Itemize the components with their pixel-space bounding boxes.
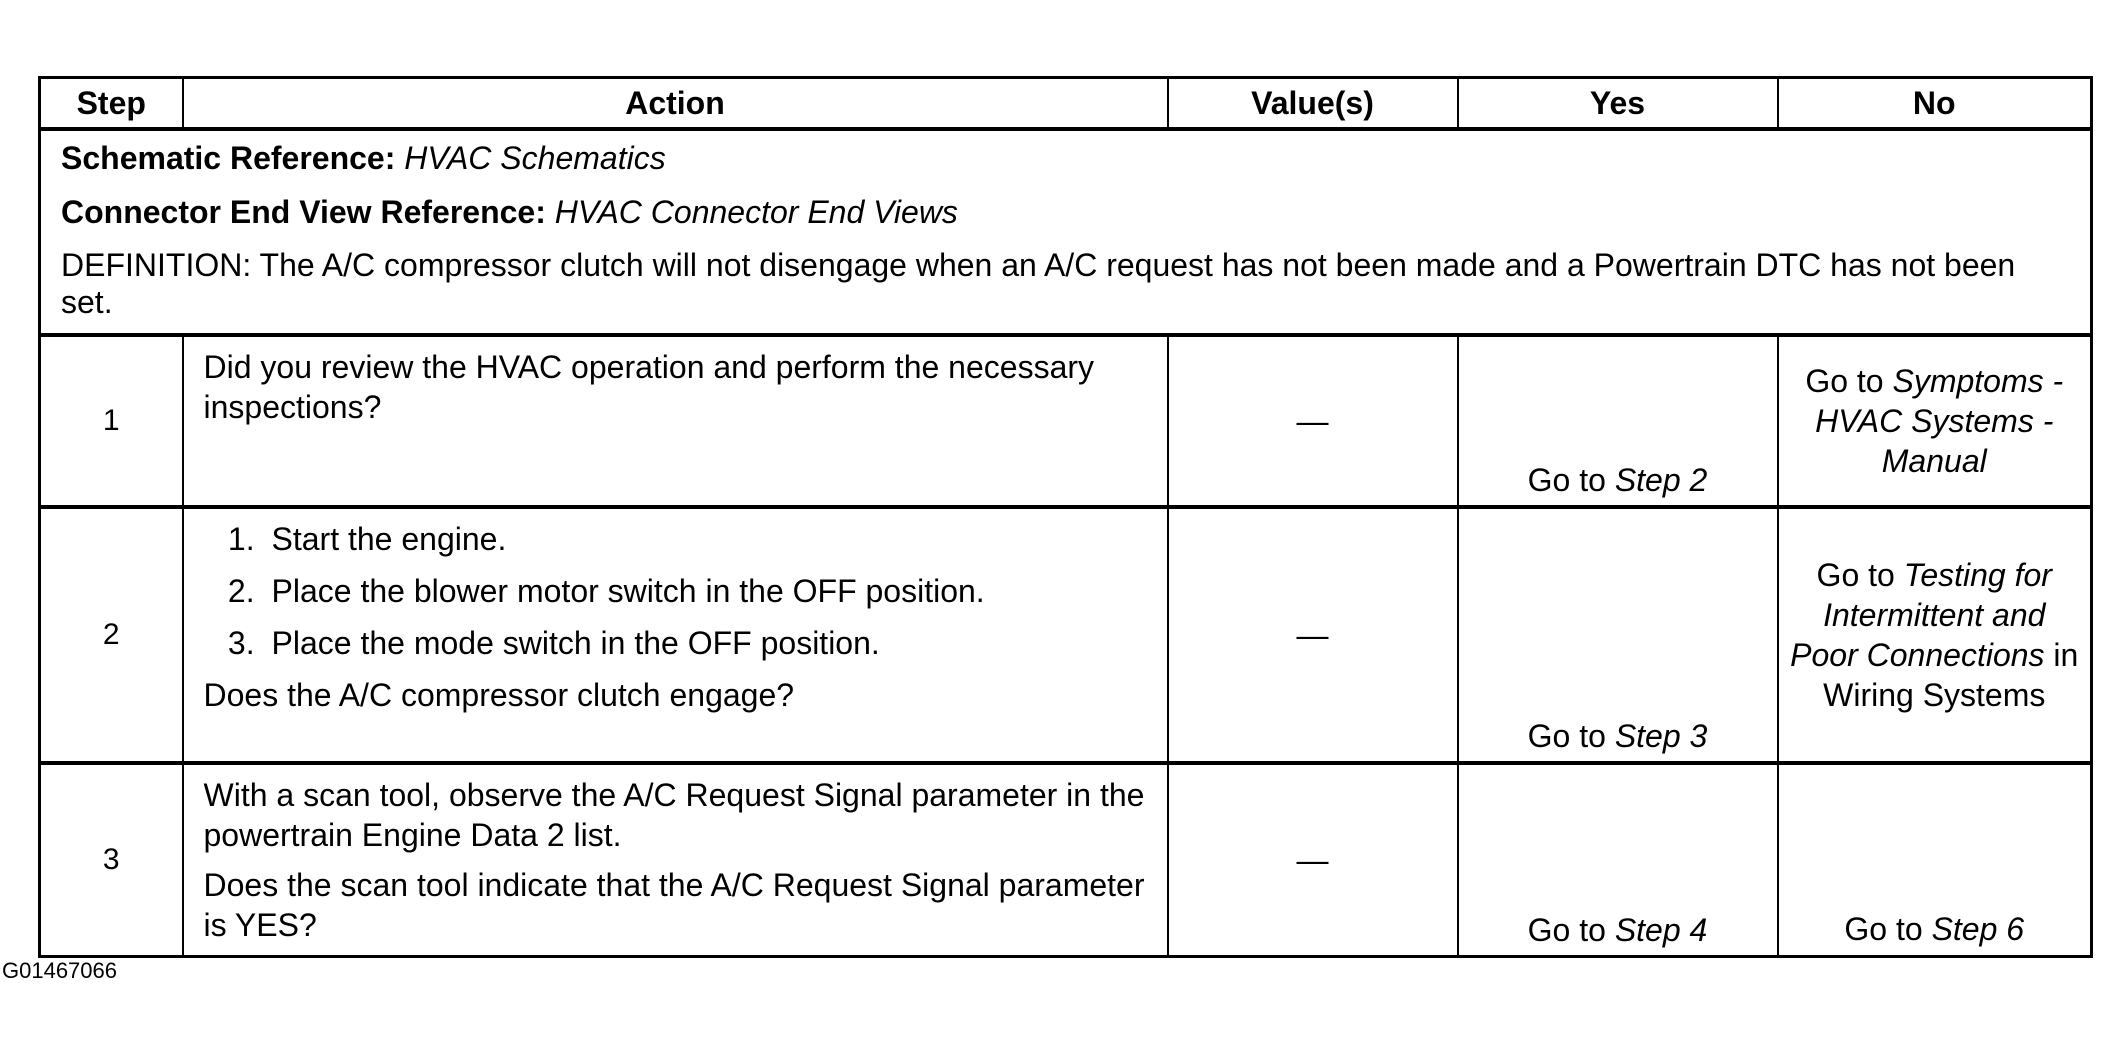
no-cell xyxy=(1778,335,2092,507)
yes-cell xyxy=(1458,507,1778,763)
header-action: Action xyxy=(183,78,1168,130)
header-yes: Yes xyxy=(1458,78,1778,130)
table-row xyxy=(40,507,2092,763)
action-text: Did you review the HVAC operation and perform the necessary inspections? xyxy=(203,349,1095,425)
list-item: 2. Place the blower motor switch in the OFF position. xyxy=(264,571,1147,611)
no-link[interactable]: Symptoms - HVAC Systems - Manual xyxy=(1815,363,2064,479)
action-cell xyxy=(183,763,1168,957)
step-number: 2 xyxy=(40,507,183,763)
diagnostic-table xyxy=(38,76,2093,958)
connector-reference xyxy=(61,193,2070,231)
step-number: 1 xyxy=(40,335,183,507)
connector-reference-label: Connector End View Reference: xyxy=(61,194,546,230)
no-link[interactable]: Step 6 xyxy=(1931,911,2025,947)
value-cell: — xyxy=(1168,507,1458,763)
header-no: No xyxy=(1778,78,2092,130)
no-cell xyxy=(1778,763,2092,957)
action-cell xyxy=(183,335,1168,507)
schematic-reference-link[interactable]: HVAC Schematics xyxy=(404,140,666,176)
schematic-reference xyxy=(61,139,2070,177)
header-row xyxy=(40,78,2092,130)
action-text: With a scan tool, observe the A/C Request Signal parameter in the powertrain Engine Data 2 list. xyxy=(203,777,1145,853)
definition-text: DEFINITION: The A/C compressor clutch will not disengage when an A/C request has not been made and a Powertrain DTC has not been set. xyxy=(61,247,2016,320)
yes-prefix: Go to xyxy=(1527,462,1615,498)
no-prefix: Go to xyxy=(1805,363,1893,399)
table-row xyxy=(40,763,2092,957)
value-cell: — xyxy=(1168,763,1458,957)
figure-id: G01467066 xyxy=(2,958,117,983)
action-cell xyxy=(183,507,1168,763)
yes-link[interactable]: Step 2 xyxy=(1614,462,1708,498)
reference-cell xyxy=(40,129,2092,335)
no-cell xyxy=(1778,507,2092,763)
step-number: 3 xyxy=(40,763,183,957)
action-question: Does the A/C compressor clutch engage? xyxy=(203,677,795,713)
schematic-reference-label: Schematic Reference: xyxy=(61,140,396,176)
yes-prefix: Go to xyxy=(1527,912,1615,948)
no-link[interactable]: Testing for Intermittent and Poor Connections xyxy=(1790,557,2052,673)
action-steps-list xyxy=(204,519,1147,663)
no-prefix: Go to xyxy=(1844,911,1932,947)
connector-reference-link[interactable]: HVAC Connector End Views xyxy=(554,194,958,230)
no-prefix: Go to xyxy=(1816,557,1904,593)
value-cell: — xyxy=(1168,335,1458,507)
list-item: 1. Start the engine. xyxy=(264,519,1147,559)
yes-cell xyxy=(1458,763,1778,957)
yes-link[interactable]: Step 4 xyxy=(1614,912,1708,948)
list-item: 3. Place the mode switch in the OFF position. xyxy=(264,623,1147,663)
table-row xyxy=(40,335,2092,507)
header-step: Step xyxy=(40,78,183,130)
header-values: Value(s) xyxy=(1168,78,1458,130)
yes-link[interactable]: Step 3 xyxy=(1614,718,1708,754)
yes-prefix: Go to xyxy=(1527,718,1615,754)
action-question: Does the scan tool indicate that the A/C Request Signal parameter is YES? xyxy=(203,867,1145,943)
no-suffix: in Wiring Systems xyxy=(1823,637,2079,713)
reference-row xyxy=(40,129,2092,335)
yes-cell xyxy=(1458,335,1778,507)
